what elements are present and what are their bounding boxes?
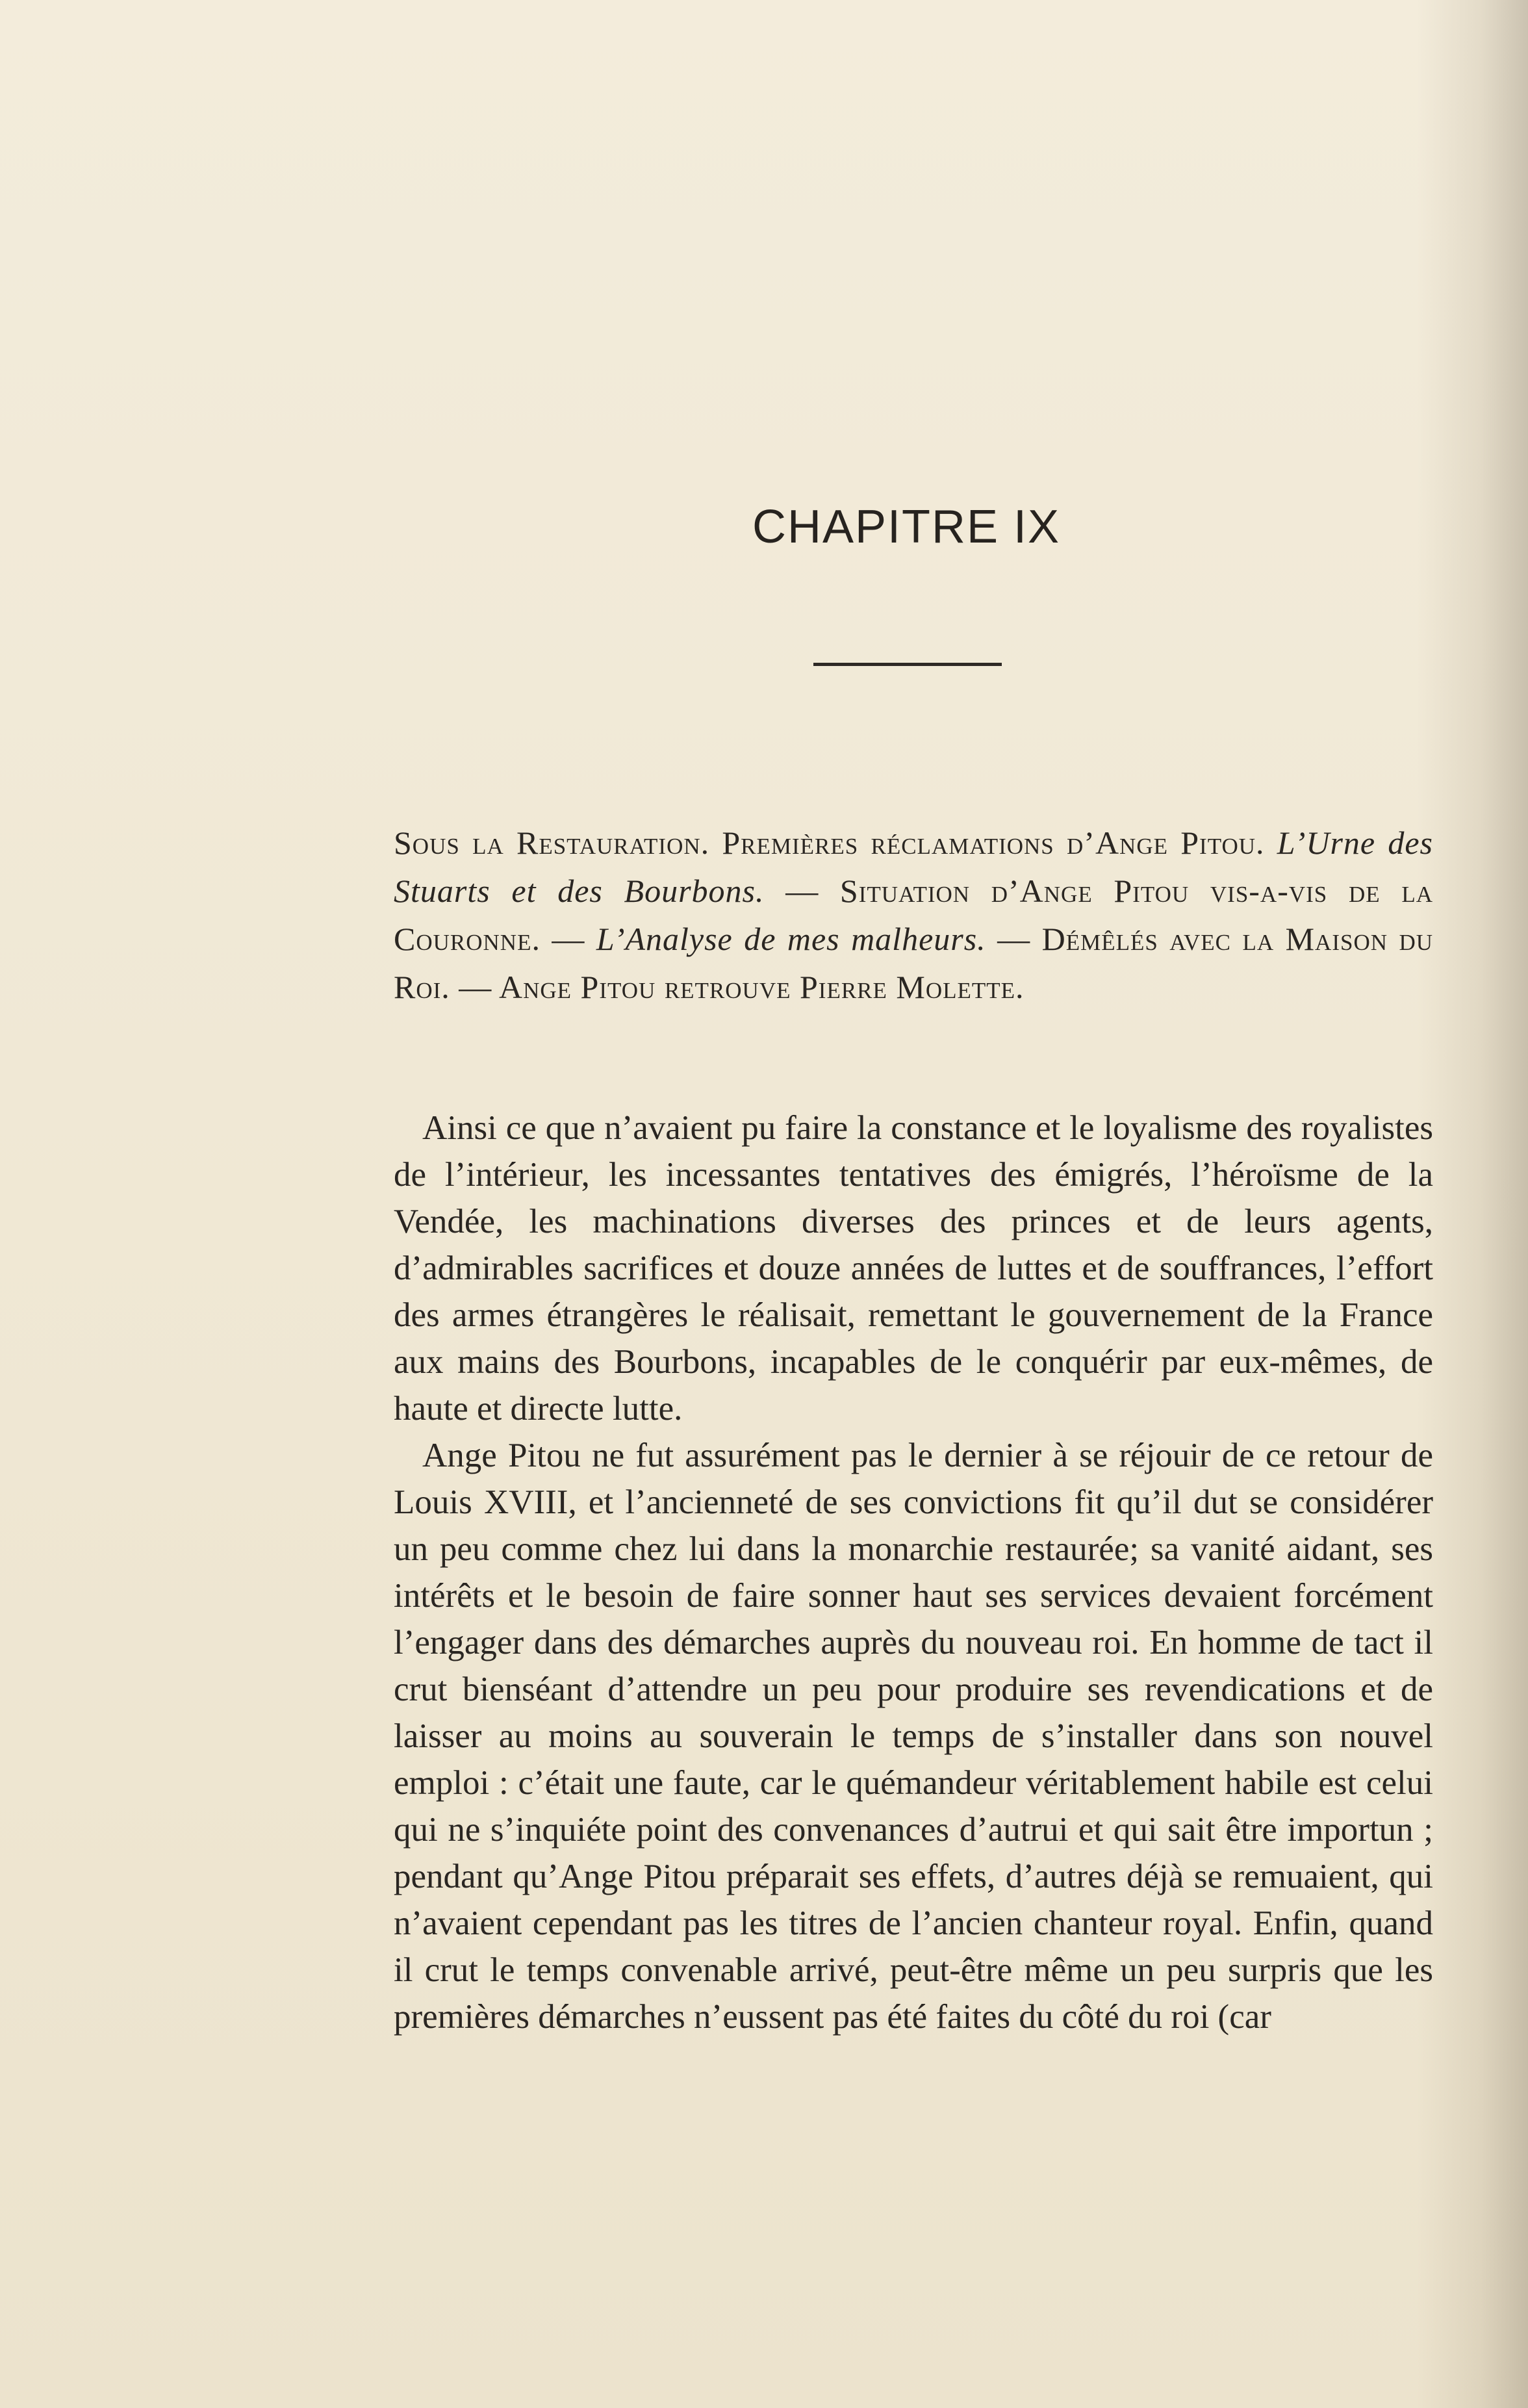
- summary-title-urne: L’Urne des Stuarts et des Bourbons.: [394, 825, 1434, 909]
- paragraph-1: Ainsi ce que n’avaient pu faire la constance et le loyalisme des royalistes de l’intérieur, les incessantes tentatives des émigrés, l’héroïsme de la Vendée, les machinations diverses des princes et de leurs agents, d’admirables sacrifices et douze années de luttes et de souffrances, l’effort des armes étrangères le réalisait, remettant le gouvernement de la France aux mains des Bourbons, incapables de le conquérir par eux-mêmes, de haute et directe lutte.: [394, 1109, 1433, 1428]
- body-text: [394, 1105, 1433, 2040]
- chapter-summary: [394, 819, 1433, 1011]
- summary-part-5: — Démêlés avec la Maison du Roi. — Ange Pitou retrouve Pierre Molette.: [394, 921, 1434, 1005]
- title-rule: [813, 663, 1002, 666]
- paragraph-2: Ange Pitou ne fut assurément pas le dernier à se réjouir de ce retour de Louis XVIII, et l’ancienneté de ses convictions fit qu’il dut se considérer un peu comme chez lui dans la monarchie restaurée; sa vanité aidant, ses intérêts et le besoin de faire sonner haut ses services devaient forcément l’engager dans des démarches auprès du nouveau roi. En homme de tact il crut bienséant d’attendre un peu pour produire ses revendications et de laisser au moins au souverain le temps de s’installer dans son nouvel emploi : c’était une faute, car le quémandeur véritablement habile est celui qui ne s’inquiéte point des convenances d’autrui et qui sait être importun ; pendant qu’Ange Pitou préparait ses effets, d’autres déjà se remuaient, qui n’avaient cependant pas les titres de l’ancien chanteur royal. Enfin, quand il crut le temps convenable arrivé, peut-être même un peu surpris que les premières démarches n’eussent pas été faites du côté du roi (car: [394, 1437, 1433, 2036]
- summary-part-1: Sous la Restauration. Premières réclamations d’Ange Pitou.: [394, 825, 1277, 861]
- summary-part-3: — Situation d’Ange Pitou vis-a-vis de la Couronne. —: [394, 873, 1433, 957]
- summary-title-analyse: L’Analyse de mes malheurs.: [596, 921, 986, 957]
- chapter-title: CHAPITRE IX: [752, 501, 1061, 553]
